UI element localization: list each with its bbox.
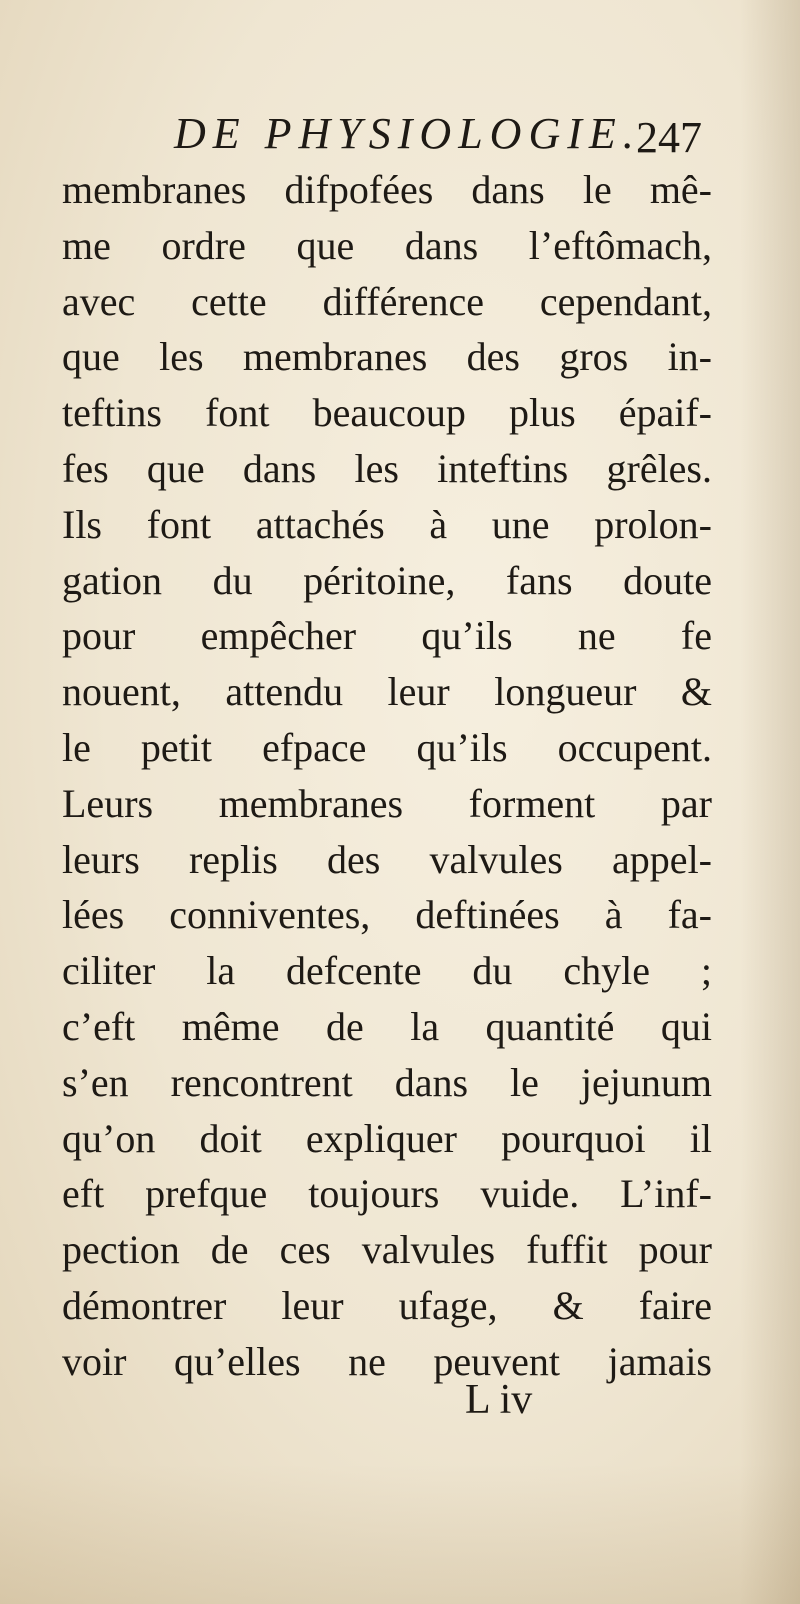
text-line: me ordre que dans l’eftômach, — [62, 222, 712, 268]
text-line: pection de ces valvules fuffit pour — [62, 1227, 712, 1273]
text-line: nouent, attendu leur longueur & — [62, 669, 712, 715]
text-line: leurs replis des valvules appel- — [62, 836, 712, 882]
text-line: voir qu’elles ne peuvent jamais — [62, 1338, 712, 1384]
text-line: Leurs membranes forment par — [62, 780, 712, 826]
text-line: Ils font attachés à une prolon- — [62, 501, 712, 547]
text-line: démontrer leur ufage, & faire — [62, 1282, 712, 1328]
text-line: teftins font beaucoup plus épaif- — [62, 390, 712, 436]
text-line: le petit efpace qu’ils occupent. — [62, 724, 712, 770]
signature-mark: L iv — [465, 1377, 533, 1423]
page-edge-shadow — [740, 0, 800, 1604]
text-line: gation du péritoine, fans doute — [62, 557, 712, 603]
text-line: membranes difpofées dans le mê- — [62, 167, 712, 212]
text-line: c’eft même de la quantité qui — [62, 1003, 712, 1049]
text-line: fes que dans les inteftins grêles. — [62, 445, 712, 491]
text-line: eft prefque toujours vuide. L’inf- — [62, 1171, 712, 1217]
running-head: DE PHYSIOLOGIE. — [174, 109, 641, 158]
page-number: 247 — [636, 113, 702, 162]
body-text — [62, 162, 712, 1390]
text-line: avec cette différence cependant, — [62, 278, 712, 324]
page-bottom-shadow — [0, 1464, 800, 1604]
text-line: qu’on doit expliquer pourquoi il — [62, 1115, 712, 1161]
text-line: pour empêcher qu’ils ne fe — [62, 613, 712, 659]
text-line: que les membranes des gros in- — [62, 334, 712, 380]
text-line: lées conniventes, deftinées à fa- — [62, 892, 712, 938]
text-line: s’en rencontrent dans le jejunum — [62, 1059, 712, 1105]
text-line: ciliter la defcente du chyle ; — [62, 948, 712, 994]
page-header — [174, 108, 714, 168]
